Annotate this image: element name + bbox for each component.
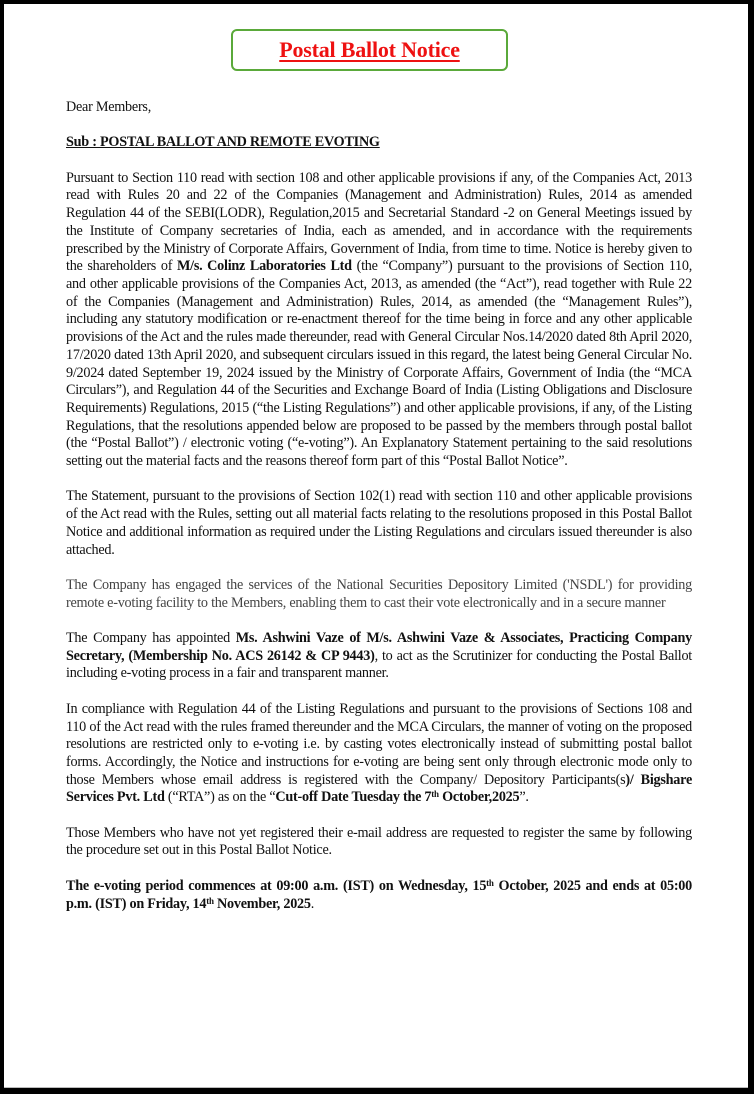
salutation: Dear Members, [66, 99, 151, 115]
text-span: October, 2025 and ends at 05:00 p.m. (IST) on Friday, 14 [66, 877, 692, 912]
cutoff-date [275, 789, 519, 805]
evoting-period [66, 878, 692, 912]
text-span: October,2025 [438, 789, 520, 806]
text-span: Pursuant to Section 110 read with section 108 and other applicable provisions if any, of the Companies Act, 2013 read with Rules 20 and 22 of the Companies (Management and Administration) Rules, 2014 as amended Regulation 44 of the SEBI(LODR), Regulation,2015 and Secretarial Standard -2 on General Meetings issued by the Institute of Company secretaries of India, each as amended, and in accordance with the requirements prescribed by the Ministry of Corporate Affairs, Government of India, from time to time. Notice is hereby given to the shareholders of [66, 169, 692, 275]
paragraph-compliance [66, 701, 692, 807]
text-span: The Company has appointed [66, 630, 236, 647]
text-span: ”. [519, 789, 529, 806]
ordinal-suffix: th [206, 895, 214, 906]
paragraph-scrutinizer [66, 630, 692, 683]
ordinal-suffix: th [431, 789, 439, 800]
text-span: (“RTA”) as on the “ [164, 789, 276, 806]
text-span: , to act as the Scrutinizer for conducting the Postal Ballot including e-voting process in a fair and transparent manner. [66, 647, 692, 682]
scrutinizer-name: Ms. Ashwini Vaze of M/s. Ashwini Vaze & Associates, Practicing Company Secretary, (Membership No. ACS 26142 & CP 9443) [66, 630, 693, 664]
title-box [231, 29, 508, 71]
text-span: . [310, 895, 315, 912]
text-span: The e-voting period commences at 09:00 a.m. (IST) on Wednesday, 15 [66, 877, 487, 894]
company-name: M/s. Colinz Laboratories Ltd [176, 258, 352, 275]
text-span: November, 2025 [213, 895, 311, 912]
rta-name: )/ Bigshare Services Pvt. Ltd [66, 771, 692, 806]
subject-line: Sub : POSTAL BALLOT AND REMOTE EVOTING [66, 134, 380, 151]
paragraph-nsdl: The Company has engaged the services of the National Securities Depository Limited ('NSDL') for providing remote e-voting facility to the Members, enabling them to cast their vote electronically and in a secure manner [66, 576, 692, 611]
document-page [4, 4, 748, 1088]
document-title: Postal Ballot Notice [279, 37, 460, 62]
text-span: (the “Company”) pursuant to the provisions of Section 110, and other applicable provisions of the Companies Act, 2013, as amended (the “Act”), read together with Rule 22 of the Companies (Management and Administration) Rules, 2014, as amended (the “Management Rules”), including any statutory modification or re-enactment thereof for the time being in force and any other applicable provisions of the Act and the rules made thereunder, read with General Circular Nos.14/2020 dated 8th April 2020, 17/2020 dated 13th April 2020, and subsequent circulars issued in this regard, the latest being General Circular No. 9/2024 dated September 19, 2024 issued by the Ministry of Corporate Affairs, Government of India (the “MCA Circulars”), and Regulation 44 of the Securities and Exchange Board of India (Listing Obligations and Disclosure Requirements) Regulations, 2015 (“the Listing Regulations”) and other applicable provisions, if any, of the Listing Regulations, that the resolutions appended below are proposed to be passed by the members through postal ballot (the “Postal Ballot”) / electronic voting (“e-voting”). An Explanatory Statement pertaining to the said resolutions setting out the material facts and the reasons thereof form part of this “Postal Ballot Notice”. [66, 258, 692, 470]
paragraph-register-email: Those Members who have not yet registered their e-mail address are requested to register the same by following the procedure set out in this Postal Ballot Notice. [66, 824, 692, 859]
paragraph-legal-basis [66, 170, 692, 471]
paragraph-evoting-period [66, 878, 692, 913]
ordinal-suffix: th [486, 877, 494, 888]
document-body [66, 99, 692, 931]
text-span: In compliance with Regulation 44 of the Listing Regulations and pursuant to the provisions of Sections 108 and 110 of the Act read with the rules framed thereunder and the MCA Circulars, the manner of voting on the proposed resolutions are restricted only to e-voting i.e. by casting votes electronically instead of submitting postal ballot forms. Accordingly, the Notice and instructions for e-voting are being sent only through electronic mode only to those Members whose email address is registered with the Company/ Depository Participants(s [66, 700, 692, 788]
paragraph-statement: The Statement, pursuant to the provisions of Section 102(1) read with section 110 and other applicable provisions of the Act read with the Rules, setting out all material facts relating to the resolutions proposed in this Postal Ballot Notice and additional information as required under the Listing Regulations and circulars issued thereunder is also attached. [66, 488, 692, 558]
text-span: Cut-off Date Tuesday the 7 [275, 789, 432, 806]
